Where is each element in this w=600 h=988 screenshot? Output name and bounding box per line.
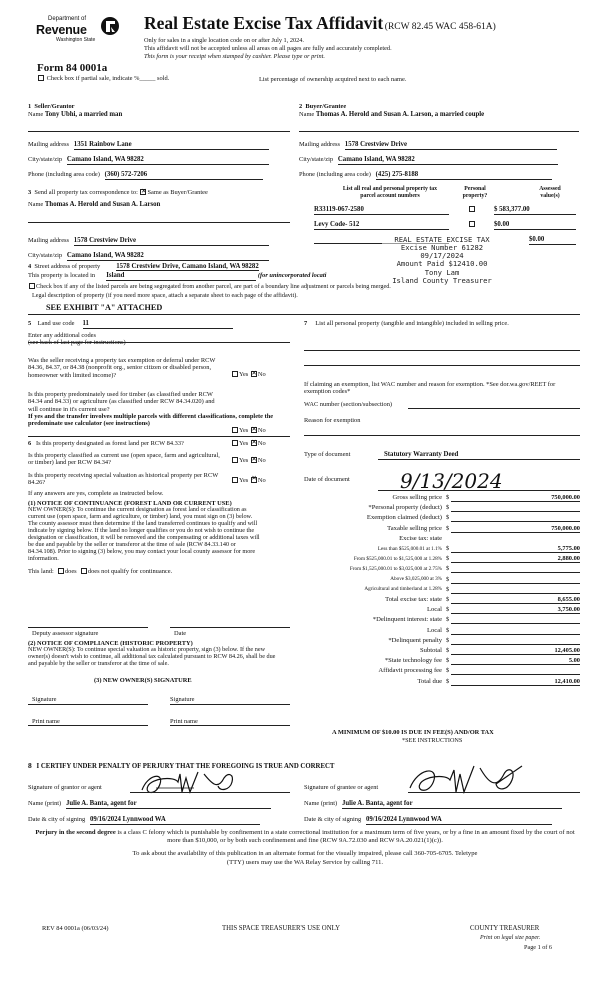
- amount-label: Less than $525,000.01 at 1.1%: [377, 545, 442, 552]
- seller-mailing: [28, 141, 290, 150]
- certify-text: I CERTIFY UNDER PENALTY OF PERJURY THAT THE FOREGOING IS TRUE AND CORRECT: [36, 763, 335, 770]
- title-ref: (RCW 82.45 WAC 458-61A): [384, 22, 496, 32]
- dollar-sign-icon: $: [446, 524, 450, 532]
- amount-label: *Personal property (deduct): [368, 504, 442, 512]
- buyer-mailing-value[interactable]: 1578 Crestview Drive: [345, 141, 557, 150]
- amount-underline: [451, 674, 580, 675]
- amount-row: [390, 575, 580, 586]
- corr-name[interactable]: Thomas A. Herold and Susan A. Larson: [44, 201, 161, 209]
- located-label: This property is located in: [28, 271, 96, 279]
- dept-line3: Washington State: [56, 37, 96, 43]
- stamp-line3: 09/17/2024: [420, 251, 464, 261]
- doc-type-row: [304, 451, 580, 458]
- amount-underline: [451, 634, 580, 635]
- amount-value[interactable]: 5.00: [568, 657, 580, 665]
- exhibit-a[interactable]: SEE EXHIBIT "A" ATTACHED: [46, 303, 163, 312]
- partial-sale-checkbox[interactable]: [38, 75, 44, 81]
- assessed-value[interactable]: $0.00: [529, 236, 576, 245]
- grantor-date-row: [28, 816, 290, 825]
- assessed-value[interactable]: $ 583,377.00: [494, 206, 576, 215]
- no-label: No: [257, 427, 266, 434]
- stamp-line6: Island County Treasurer: [392, 275, 492, 285]
- additional-codes-label: Enter any additional codes: [28, 331, 96, 339]
- subtitle-3: This form is your receipt when stamped by cashier. Please type or print.: [144, 53, 325, 60]
- forest-q1: Is this property designated as forest land per RCW 84.33?: [36, 440, 184, 447]
- legal-description-label: Legal description of property (if you need more space, attach a separate sheet to each page of the affidavit).: [32, 292, 298, 299]
- q1-text: Was the seller receiving a property tax exemption or deferral under RCW 84.36, 84.37, or 84.38 (nonprofit org., senior citizen or disabled person, homeowner with limited income)?: [28, 357, 216, 379]
- subtitle-1: Only for sales in a single location code on or after July 1, 2024.: [144, 37, 305, 44]
- amount-label: Local: [426, 606, 442, 614]
- grantor-sig-row: [28, 784, 290, 791]
- corr-mailing: [28, 237, 290, 246]
- does-not-checkbox[interactable]: [81, 568, 87, 574]
- amount-label: Subtotal: [420, 647, 442, 654]
- treasurer-use: THIS SPACE TREASURER'S USE ONLY: [222, 925, 341, 932]
- notice1-title: (1) NOTICE OF CONTINUANCE (FOREST LAND OR CURRENT USE): [28, 499, 232, 507]
- dollar-sign-icon: $: [446, 565, 450, 573]
- unincorporated-label: (for unincorporated locati: [257, 271, 327, 279]
- dollar-sign-icon: $: [446, 575, 450, 583]
- personal-property-checkbox[interactable]: [469, 206, 475, 212]
- amount-label: Local: [426, 626, 442, 634]
- stamp-line1: REAL ESTATE EXCISE TAX: [394, 235, 490, 244]
- dollar-sign-icon: $: [446, 585, 450, 593]
- grantee-sig-label: Signature of grantee or agent: [304, 784, 379, 791]
- yes-label: Yes: [239, 440, 249, 447]
- legal-paper-note: Print on legal size paper.: [480, 935, 541, 941]
- seller-num: 1: [28, 103, 32, 110]
- dollar-sign-icon: $: [446, 596, 450, 603]
- personal-property-section: [304, 320, 580, 327]
- forest-q3-no[interactable]: [251, 477, 257, 483]
- forest-q2: Is this property classified as current use (open space, farm and agricultural, or timber) land per RCW 84.34?: [28, 452, 220, 467]
- amount-label: From $1,525,000.01 to $3,025,000 at 2.75%: [349, 565, 442, 572]
- parcel-col3-l1: Assessed: [539, 186, 561, 192]
- amount-value[interactable]: 5,775.00: [557, 545, 580, 552]
- minimum-line2: *SEE INSTRUCTIONS: [402, 737, 463, 744]
- rev-number: REV 84 0001a (06/03/24): [42, 925, 109, 932]
- parcel-col1-l1: List all real and personal property tax: [342, 186, 438, 192]
- seller-mailing-label: Mailing address: [28, 141, 69, 148]
- this-land-label: This land:: [28, 567, 54, 575]
- perjury-notice: [30, 829, 580, 845]
- certify-num: 8: [28, 761, 32, 770]
- revenue-logo-icon: [100, 15, 120, 37]
- partial-sale: [37, 75, 169, 82]
- forest-section: [28, 440, 290, 575]
- amount-label: Excise tax: state: [399, 534, 442, 542]
- amount-underline: [451, 532, 580, 533]
- located-value[interactable]: Island: [106, 272, 256, 281]
- amount-underline: [451, 501, 580, 502]
- amount-row: [388, 636, 580, 647]
- amount-value[interactable]: 750,000.00: [551, 494, 580, 501]
- buyer-phone-label: Phone (including area code): [299, 171, 371, 178]
- buyer-phone: [299, 171, 579, 180]
- seller-name[interactable]: Tony Ubhi, a married man: [44, 111, 123, 119]
- new-owner-print-2[interactable]: Print name: [170, 718, 198, 725]
- title-text: Real Estate Excise Tax Affidavit: [144, 13, 384, 33]
- land-use-q2: [28, 391, 290, 434]
- grantor-name-row: [28, 800, 290, 809]
- amount-row: [417, 677, 580, 688]
- yes-label: Yes: [239, 476, 249, 484]
- buyer-name-label: Name: [299, 111, 315, 119]
- amount-value[interactable]: 12,405.00: [554, 647, 580, 654]
- grantor-name-label: Name (print): [28, 800, 62, 807]
- notice2-body: NEW OWNER(S): To continue special valuation as historic property, sign (3) below. If the new owner(s) doesn't wish to continue, all additional tax calculated pursuant to RCW 84.26, shall be due and payable by the seller or transferor at the time of sale.: [28, 646, 276, 668]
- corr-city-label: City/state/zip: [28, 252, 63, 259]
- grantor-date-label: Date & city of signing: [28, 816, 86, 823]
- grantee-date-label: Date & city of signing: [304, 816, 362, 823]
- wac-label: WAC number (section/subsection): [304, 401, 393, 408]
- new-owner-sig-2[interactable]: Signature: [170, 696, 195, 703]
- yes-label: Yes: [239, 427, 249, 434]
- perjury-text: is a class C felony which is punishable by confinement in a state correctional institution for a maximum term of five years, or by a fine in an amount fixed by the court of not more than $10,000, or by both such confinement and fine (RCW 9A.72.030 and RCW 9A.20.021(1)(c)).: [115, 829, 575, 844]
- amount-label: Exemption claimed (deduct): [366, 514, 442, 522]
- amount-value[interactable]: 750,000.00: [551, 524, 580, 532]
- buyer-city-value[interactable]: Camano Island, WA 98282: [338, 156, 558, 165]
- forest-q2-yes[interactable]: [232, 457, 238, 463]
- corr-mailing-value[interactable]: 1578 Crestview Drive: [74, 237, 269, 246]
- seller-city-value[interactable]: Camano Island, WA 98282: [67, 156, 269, 165]
- doc-date-label: Date of document: [304, 476, 350, 483]
- stamp-line4: Amount Paid $12410.00: [396, 259, 488, 269]
- correspondence-section: [28, 189, 290, 209]
- corr-label: Send all property tax correspondence to:: [34, 189, 138, 196]
- same-as-buyer-checkbox[interactable]: [140, 189, 146, 195]
- dollar-sign-icon: $: [446, 626, 450, 634]
- amount-row: [378, 667, 580, 677]
- land-use-code[interactable]: 11: [83, 320, 233, 329]
- dollar-sign-icon: $: [446, 545, 450, 552]
- grantee-name-value[interactable]: Julie A. Banta, agent for: [342, 800, 562, 809]
- amount-underline: [451, 593, 580, 594]
- amount-label: Total due: [417, 677, 442, 685]
- street-label: Street address of property: [34, 263, 101, 270]
- no-label: No: [257, 457, 266, 464]
- does-not-label: does not qualify for continuance.: [87, 567, 173, 575]
- grantee-sig-row: [304, 784, 580, 791]
- q2-yes-checkbox[interactable]: [232, 427, 238, 433]
- doc-type-value[interactable]: Statutory Warranty Deed: [378, 451, 580, 460]
- partial-sale-label: Check box if partial sale, indicate %_____ sold.: [46, 75, 170, 82]
- forest-num: 6: [28, 440, 32, 447]
- amount-row: [426, 606, 580, 616]
- forest-q2-no[interactable]: [251, 457, 257, 463]
- pp-label: List all personal property (tangible and intangible) included in selling price.: [315, 320, 509, 327]
- new-owner-sig-1[interactable]: Signature: [32, 696, 57, 703]
- property-section: [28, 263, 383, 281]
- amount-label: Gross selling price: [392, 494, 442, 501]
- amount-underline: [451, 583, 580, 584]
- notice1-body: NEW OWNER(S): To continue the current designation as forest land or classification as current use (open space, farm and agriculture, or timber) land, you must sign on (3) below. The county assessor must then determine if the land transferred continues to qualify and will indicate by signing below. If the land no longer qualifies or you do not wish to continue the designation or classification, it will be removed and the compensating or additional taxes will be due and payable by the seller or transferor at the time of sale (RCW 84.33.140 or 84.34.108). Prior to signing (3) below, you may contact your local county assessor for more information.: [28, 506, 260, 562]
- buyer-phone-value[interactable]: (425) 275-8188: [376, 171, 552, 180]
- dollar-sign-icon: $: [446, 636, 450, 644]
- buyer-num: 2: [299, 103, 303, 110]
- grantee-date-row: [304, 816, 580, 825]
- deputy-sig-label: Deputy assessor signature: [32, 630, 99, 637]
- amount-underline: [451, 654, 580, 655]
- dollar-sign-icon: $: [446, 504, 450, 512]
- land-use-num: 5: [28, 320, 32, 327]
- see-back-label: (see back of last page for instructions): [28, 339, 126, 347]
- stamp-line5: Tony Lam: [424, 267, 460, 277]
- grantor-date-value[interactable]: 09/16/2024 Lynnwood WA: [90, 816, 260, 825]
- street-value[interactable]: 1578 Crestview Drive, Camano Island, WA 98282: [116, 263, 259, 270]
- grantee-name-row: [304, 800, 580, 809]
- assessed-value[interactable]: $0.00: [494, 221, 576, 230]
- parcel-col2-l1: Personal: [464, 186, 486, 192]
- amount-row: [392, 494, 580, 504]
- dollar-sign-icon: $: [446, 514, 450, 522]
- parcel-number[interactable]: Levy Code- 512: [314, 221, 449, 230]
- q1-yes-checkbox[interactable]: [232, 371, 238, 377]
- corr-num: 3: [28, 189, 32, 196]
- stamp-line2: Excise Number 61282: [400, 243, 484, 253]
- seller-name-label: Name: [28, 111, 44, 119]
- dollar-sign-icon: $: [446, 647, 450, 654]
- new-owner-print-1[interactable]: Print name: [32, 718, 60, 725]
- amount-label: Affidavit processing fee: [378, 667, 442, 675]
- amount-label: *Delinquent penalty: [388, 636, 442, 644]
- seller-phone: [28, 171, 290, 180]
- does-checkbox[interactable]: [58, 568, 64, 574]
- exemption-note: If claiming an exemption, list WAC number and reason for exemption. *See dor.wa.gov/REET for exemption codes*: [304, 381, 556, 396]
- segregated-label: Check box if any of the listed parcels are being segregated from another parcel, are part of a boundary line adjustment or parcels being merged.: [36, 283, 391, 290]
- amount-label: *Delinquent interest: state: [372, 616, 442, 624]
- amount-underline: [451, 685, 580, 686]
- amount-value[interactable]: 2,880.00: [557, 555, 580, 563]
- ownership-note: List percentage of ownership acquired next to each name.: [259, 76, 407, 83]
- doc-date-value[interactable]: 9/13/2024: [378, 472, 580, 491]
- forest-note: If any answers are yes, complete as instructed below.: [28, 490, 164, 498]
- parcel-col2-l2: property?: [462, 192, 488, 199]
- seller-section: [28, 103, 288, 119]
- dollar-sign-icon: $: [446, 606, 450, 614]
- dollar-sign-icon: $: [446, 667, 450, 675]
- q2-no-checkbox[interactable]: [251, 427, 257, 433]
- amount-row: [372, 616, 580, 626]
- amount-row: [387, 524, 580, 535]
- amount-row: [366, 514, 580, 524]
- seller-label: Seller/Grantor: [34, 103, 75, 110]
- amount-underline: [451, 664, 580, 665]
- buyer-name[interactable]: Thomas A. Herold and Susan A. Larson, a married couple: [315, 111, 485, 119]
- parcel-col3-l2: value(s): [540, 192, 560, 199]
- amount-row: [353, 555, 580, 565]
- amount-row: [426, 626, 580, 637]
- amount-row: [349, 565, 580, 575]
- grantee-name-label: Name (print): [304, 800, 338, 807]
- q2-bold-text: If yes and the transfer involves multiple parcels with different classifications, complete the predominate use calculator (see instructions): [28, 413, 274, 428]
- yes-label: Yes: [239, 457, 249, 464]
- notice3-title: (3) NEW OWNER(S) SIGNATURE: [94, 677, 192, 685]
- no-label: No: [257, 371, 266, 378]
- amount-value[interactable]: 3,750.00: [557, 606, 580, 614]
- dor-logo: [26, 14, 122, 54]
- amount-value[interactable]: 8,655.00: [557, 596, 580, 603]
- buyer-mailing-label: Mailing address: [299, 141, 340, 148]
- forest-q3-yes[interactable]: [232, 477, 238, 483]
- subtitle-2: This affidavit will not be accepted unless all areas on all pages are fully and accurately completed.: [144, 45, 392, 52]
- grantee-signature-icon: [404, 764, 534, 800]
- land-use-label: Land use code: [37, 320, 75, 327]
- corr-mailing-label: Mailing address: [28, 237, 69, 244]
- amount-underline: [451, 623, 580, 624]
- amount-row: [377, 545, 580, 555]
- corr-city: [28, 252, 290, 261]
- corr-name-label: Name: [28, 201, 44, 209]
- q1-no-checkbox[interactable]: [251, 371, 257, 377]
- page-number: Page 1 of 6: [524, 944, 553, 951]
- seller-city: [28, 156, 290, 165]
- amount-value[interactable]: 12,410.00: [554, 677, 580, 685]
- amount-row: [364, 585, 580, 596]
- prop-num: 4: [28, 263, 32, 270]
- seller-mailing-value[interactable]: 1351 Rainbow Lane: [74, 141, 269, 150]
- dollar-sign-icon: $: [446, 677, 450, 685]
- amount-underline: [451, 562, 580, 563]
- amount-underline: [451, 552, 580, 553]
- seller-phone-value[interactable]: (360) 572-7206: [105, 171, 263, 180]
- amount-underline: [451, 613, 580, 614]
- amount-label: Total excise tax: state: [385, 596, 442, 603]
- buyer-section: [299, 103, 579, 119]
- dollar-sign-icon: $: [446, 494, 450, 501]
- notice2: [28, 640, 290, 685]
- dollar-sign-icon: $: [446, 616, 450, 624]
- amount-label: *State technology fee: [384, 657, 442, 665]
- yes-label: Yes: [239, 371, 249, 378]
- parcel-col1-l2: parcel account numbers: [360, 192, 420, 199]
- no-label: No: [257, 476, 266, 484]
- deputy-date-label: Date: [174, 630, 187, 637]
- doc-date-row: [304, 469, 580, 494]
- alt-format-1: To ask about the availability of this publication in an alternate format for the visually impaired, please call 360-705-6705. Teletype: [132, 850, 478, 857]
- amount-label: Taxable selling price: [387, 524, 442, 532]
- amount-label: Above $3,025,000 at 3%: [390, 576, 442, 583]
- dollar-sign-icon: $: [446, 555, 450, 563]
- amount-row: [384, 657, 580, 667]
- amount-row: [420, 647, 580, 657]
- forest-q3: Is this property receiving special valuation as historical property per RCW 84.26?: [28, 471, 219, 487]
- amount-underline: [451, 603, 580, 604]
- land-use-q1: [28, 357, 290, 379]
- no-label: No: [257, 440, 266, 447]
- alt-format-2: (TTY) users may use the WA Relay Service by calling 711.: [226, 859, 384, 866]
- personal-property-checkbox[interactable]: [469, 221, 475, 227]
- dept-line1: Department of: [48, 16, 87, 22]
- form-number: Form 84 0001a: [37, 62, 108, 74]
- amount-underline: [451, 644, 580, 645]
- amount-label: Agricultural and timberland at 1.28%: [364, 586, 442, 593]
- buyer-mailing: [299, 141, 579, 150]
- reason-label: Reason for exemption: [304, 417, 361, 424]
- excise-stamp: [382, 236, 502, 285]
- parcel-number[interactable]: R33119-067-2580: [314, 206, 449, 215]
- amount-label: From $525,000.01 to $1,525,000 at 1.28%: [353, 555, 442, 562]
- corr-city-value[interactable]: Camano Island, WA 98282: [67, 252, 269, 261]
- buyer-city-label: City/state/zip: [299, 156, 334, 163]
- doc-type-label: Type of document: [304, 451, 351, 458]
- seller-city-label: City/state/zip: [28, 156, 63, 163]
- amount-underline: [451, 521, 580, 522]
- buyer-label: Buyer/Grantee: [305, 103, 347, 110]
- segregated-row: [28, 283, 588, 290]
- county-treasurer: COUNTY TREASURER: [470, 925, 540, 932]
- notice2-title: (2) NOTICE OF COMPLIANCE (HISTORIC PROPERTY): [28, 640, 193, 647]
- q2-text: Is this property predominately used for timber (as classified under RCW 84.34 and 84.33) or agriculture (as classified under RCW 84.34.020) and will continue in it's current use?: [28, 391, 215, 413]
- amount-row: [385, 596, 580, 606]
- dollar-sign-icon: $: [446, 657, 450, 665]
- grantee-date-value[interactable]: 09/16/2024 Lynnwood WA: [366, 816, 552, 825]
- amount-underline: [451, 572, 580, 573]
- same-as-label: Same as Buyer/Grantee: [147, 189, 208, 196]
- buyer-city: [299, 156, 579, 165]
- forest-q1-no[interactable]: [251, 440, 257, 446]
- does-label: does: [64, 567, 77, 575]
- segregated-checkbox[interactable]: [29, 283, 35, 289]
- pp-num: 7: [304, 320, 308, 327]
- amount-underline: [451, 511, 580, 512]
- amount-row: [399, 534, 580, 545]
- seller-phone-label: Phone (including area code): [28, 171, 100, 178]
- form-title: [144, 13, 496, 33]
- grantor-name-value[interactable]: Julie A. Banta, agent for: [66, 800, 271, 809]
- minimum-line1: A MINIMUM OF $10.00 IS DUE IN FEE(S) AND/OR TAX: [332, 729, 494, 736]
- grantor-sig-label: Signature of grantor or agent: [28, 784, 102, 791]
- dept-line2: Revenue: [36, 23, 87, 37]
- forest-q1-yes[interactable]: [232, 440, 238, 446]
- perjury-bold: Perjury in the second degree: [35, 829, 116, 836]
- amount-row: [368, 504, 580, 514]
